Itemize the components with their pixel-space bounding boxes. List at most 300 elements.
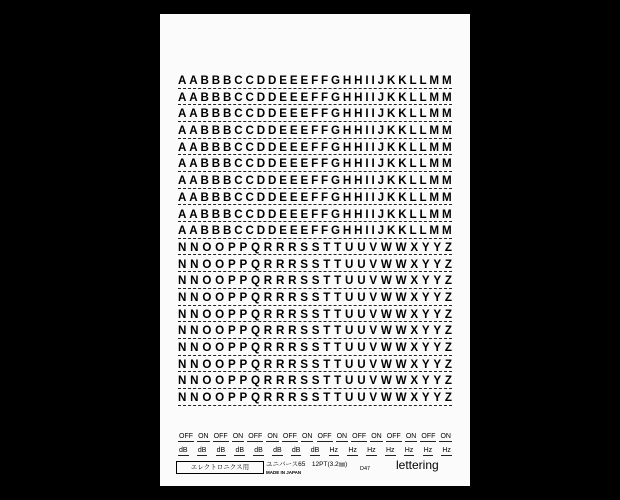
letter-glyph: M <box>441 124 452 138</box>
letter-glyph: C <box>245 140 254 154</box>
a-to-m-row-4 <box>178 124 452 141</box>
unit-label: dB <box>254 447 263 454</box>
letter-glyph: L <box>419 107 427 121</box>
letter-glyph: E <box>289 157 298 171</box>
letter-glyph: P <box>239 240 248 254</box>
letter-glyph: R <box>275 290 285 304</box>
letter-glyph: A <box>189 107 198 121</box>
letter-glyph: Q <box>250 240 260 254</box>
letter-glyph: H <box>354 157 363 171</box>
letter-glyph: S <box>311 290 320 304</box>
letter-glyph: B <box>211 74 221 87</box>
onoff-label: OFF <box>179 433 193 440</box>
letter-glyph: T <box>323 307 331 321</box>
letter-glyph: U <box>357 324 366 338</box>
letter-glyph: W <box>380 240 392 254</box>
letter-glyph: G <box>331 157 341 171</box>
letter-glyph: X <box>410 324 419 338</box>
letter-glyph: V <box>369 290 378 304</box>
letter-glyph: U <box>357 290 366 304</box>
letter-glyph: B <box>211 207 221 221</box>
letter-glyph: J <box>377 140 385 154</box>
letter-glyph: O <box>215 290 225 304</box>
letter-glyph: H <box>354 174 363 188</box>
letter-glyph: W <box>395 290 407 304</box>
letter-glyph: W <box>380 290 392 304</box>
letter-glyph: B <box>211 107 221 121</box>
letter-glyph: B <box>211 174 221 188</box>
letter-glyph: L <box>409 224 417 238</box>
letter-glyph: H <box>342 224 352 238</box>
letter-glyph: S <box>300 240 308 254</box>
letter-glyph: Q <box>250 324 260 338</box>
letter-glyph: M <box>429 74 440 87</box>
letter-glyph: K <box>386 207 396 221</box>
letter-glyph: M <box>429 190 440 204</box>
letter-glyph: N <box>190 240 199 254</box>
letter-glyph: D <box>256 174 266 188</box>
letter-glyph: T <box>334 341 342 354</box>
onoff-label: OFF <box>213 433 228 440</box>
n-to-z-row-1 <box>178 241 452 258</box>
letter-glyph: Y <box>421 290 430 304</box>
letter-glyph: T <box>334 374 342 388</box>
letter-glyph: A <box>189 140 198 154</box>
letter-glyph: L <box>419 90 427 104</box>
letter-glyph: L <box>409 174 417 188</box>
letter-glyph: P <box>239 391 248 405</box>
letter-glyph: Y <box>433 357 442 371</box>
letter-glyph: C <box>245 107 254 121</box>
letter-glyph: R <box>263 274 273 288</box>
letter-glyph: U <box>345 274 354 288</box>
letter-glyph: N <box>190 274 199 288</box>
letter-glyph: G <box>331 90 341 104</box>
letter-glyph: S <box>300 290 308 304</box>
letter-glyph: E <box>279 174 287 188</box>
letter-glyph: D <box>256 107 266 121</box>
letter-glyph: F <box>311 107 319 121</box>
letter-glyph: I <box>371 224 375 238</box>
n-to-z-row-6 <box>178 324 452 341</box>
letter-glyph: H <box>342 124 352 138</box>
letter-glyph: D <box>256 224 266 238</box>
letter-glyph: O <box>215 341 225 354</box>
n-to-z-row-10 <box>178 391 452 408</box>
letter-glyph: W <box>380 274 392 288</box>
letter-glyph: I <box>371 107 375 121</box>
letter-glyph: W <box>395 324 407 338</box>
letter-glyph: W <box>395 240 407 254</box>
letter-glyph: U <box>357 274 366 288</box>
letter-glyph: P <box>227 274 236 288</box>
lettering-sheet <box>160 14 470 486</box>
onoff-label: ON <box>336 433 348 440</box>
onoff-label: ON <box>440 433 451 440</box>
letter-glyph: J <box>377 157 385 171</box>
letter-glyph: E <box>289 224 298 238</box>
letter-glyph: S <box>311 374 320 388</box>
letter-glyph: A <box>189 124 198 138</box>
letter-glyph: J <box>377 174 385 188</box>
letter-glyph: H <box>342 107 352 121</box>
letter-glyph: A <box>189 224 198 238</box>
letter-glyph: B <box>211 224 221 238</box>
letter-glyph: I <box>365 190 369 204</box>
letter-glyph: H <box>342 140 352 154</box>
letter-glyph: S <box>311 391 320 405</box>
letter-glyph: E <box>300 174 309 188</box>
letter-glyph: E <box>300 157 309 171</box>
letter-glyph: D <box>268 90 277 104</box>
letter-glyph: A <box>178 107 187 121</box>
a-to-m-row-3 <box>178 107 452 124</box>
letter-glyph: B <box>200 174 209 188</box>
letter-glyph: L <box>419 174 427 188</box>
letter-glyph: H <box>342 190 352 204</box>
letter-glyph: O <box>202 290 212 304</box>
series-text: ユニバース65 12PT(3.2㎜) <box>266 461 348 468</box>
letter-glyph: T <box>323 374 331 388</box>
letter-glyph: I <box>365 224 369 238</box>
letter-glyph: W <box>380 324 392 338</box>
letter-glyph: B <box>223 190 232 204</box>
letter-glyph: B <box>200 124 209 138</box>
letter-glyph: M <box>429 207 440 221</box>
letter-glyph: F <box>311 140 319 154</box>
letter-glyph: M <box>429 107 440 121</box>
letter-glyph: K <box>398 224 407 238</box>
letter-glyph: I <box>371 90 375 104</box>
letter-glyph: P <box>239 307 248 321</box>
letter-glyph: L <box>409 90 417 104</box>
letter-glyph: D <box>256 207 266 221</box>
letter-glyph: R <box>275 257 285 271</box>
a-to-m-row-6 <box>178 157 452 174</box>
letter-glyph: D <box>268 157 277 171</box>
letter-glyph: O <box>215 240 225 254</box>
letter-glyph: I <box>365 74 369 87</box>
letter-glyph: I <box>371 174 375 188</box>
letter-glyph: E <box>279 157 287 171</box>
letter-glyph: G <box>331 207 341 221</box>
letter-glyph: N <box>190 341 199 354</box>
letter-glyph: S <box>311 357 320 371</box>
letter-glyph: R <box>263 240 273 254</box>
usage-label-box: エレクトロニクス用 <box>176 461 264 474</box>
letter-glyph: R <box>263 357 273 371</box>
letter-glyph: J <box>377 90 385 104</box>
letter-glyph: Y <box>433 290 442 304</box>
letter-glyph: Y <box>433 257 442 271</box>
letter-glyph: P <box>227 324 236 338</box>
letter-glyph: C <box>234 207 243 221</box>
letter-glyph: H <box>342 157 352 171</box>
letter-glyph: A <box>178 90 187 104</box>
letter-glyph: P <box>239 374 248 388</box>
product-code: D47 <box>360 466 371 472</box>
letter-glyph: Y <box>421 374 430 388</box>
letter-glyph: O <box>215 391 225 405</box>
letter-glyph: M <box>441 174 452 188</box>
letter-glyph: R <box>275 240 285 254</box>
letter-glyph: N <box>178 357 187 371</box>
letter-glyph: W <box>395 274 407 288</box>
letter-glyph: D <box>268 140 277 154</box>
letter-glyph: D <box>256 90 266 104</box>
letter-glyph: T <box>334 274 342 288</box>
letter-glyph: W <box>380 374 392 388</box>
letter-glyph: K <box>398 124 407 138</box>
letter-glyph: P <box>227 391 236 405</box>
letter-glyph: W <box>380 357 392 371</box>
letter-glyph: B <box>211 157 221 171</box>
letter-glyph: R <box>275 391 285 405</box>
letter-glyph: Q <box>250 391 260 405</box>
letter-glyph: U <box>345 257 354 271</box>
letter-glyph: Z <box>444 324 452 338</box>
letter-glyph: B <box>223 74 232 87</box>
letter-glyph: I <box>371 190 375 204</box>
letter-glyph: S <box>300 341 308 354</box>
a-to-m-row-5 <box>178 141 452 158</box>
letter-glyph: R <box>288 374 297 388</box>
letter-glyph: K <box>386 174 396 188</box>
letter-glyph: H <box>354 107 363 121</box>
letter-glyph: A <box>178 140 187 154</box>
letter-glyph: R <box>288 391 297 405</box>
letter-glyph: E <box>289 174 298 188</box>
letter-glyph: N <box>190 391 199 405</box>
letter-glyph: B <box>200 90 209 104</box>
letter-glyph: E <box>279 207 287 221</box>
letter-glyph: E <box>300 90 309 104</box>
unit-label: Hz <box>423 447 433 454</box>
letter-glyph: K <box>398 207 407 221</box>
letter-glyph: V <box>369 341 378 354</box>
letter-glyph: X <box>410 274 419 288</box>
letter-glyph: Y <box>433 307 442 321</box>
letter-glyph: C <box>234 107 243 121</box>
letter-glyph: L <box>419 74 427 87</box>
letter-glyph: Y <box>433 341 442 354</box>
letter-glyph: B <box>223 207 232 221</box>
letter-glyph: K <box>398 74 407 87</box>
letter-glyph: T <box>334 257 342 271</box>
letter-glyph: E <box>289 190 298 204</box>
letter-glyph: A <box>178 190 187 204</box>
letter-glyph: O <box>202 324 212 338</box>
letter-glyph: H <box>342 90 352 104</box>
letter-glyph: R <box>263 324 273 338</box>
onoff-label: OFF <box>386 433 401 440</box>
letter-glyph: D <box>268 190 277 204</box>
unit-label: Hz <box>367 447 376 454</box>
letter-glyph: J <box>377 224 385 238</box>
letter-glyph: L <box>409 140 417 154</box>
unit-label: Hz <box>385 447 395 454</box>
unit-label: Hz <box>348 447 357 454</box>
letter-glyph: A <box>178 124 187 138</box>
a-to-m-row-7 <box>178 174 452 191</box>
onoff-label: OFF <box>352 433 367 440</box>
letter-glyph: Z <box>444 341 452 354</box>
letter-glyph: S <box>311 341 320 354</box>
letter-glyph: T <box>323 274 331 288</box>
letter-glyph: O <box>215 274 225 288</box>
letter-glyph: R <box>275 357 285 371</box>
letter-glyph: D <box>268 174 277 188</box>
a-to-m-row-10 <box>178 224 452 241</box>
letter-glyph: A <box>189 74 198 87</box>
letter-glyph: J <box>377 207 385 221</box>
letter-glyph: Z <box>444 257 452 271</box>
letter-glyph: B <box>200 190 209 204</box>
letter-glyph: F <box>321 140 329 154</box>
letter-glyph: E <box>279 107 287 121</box>
letter-glyph: B <box>223 107 232 121</box>
letter-glyph: U <box>357 341 366 354</box>
letter-glyph: C <box>245 90 254 104</box>
letter-glyph: N <box>178 257 187 271</box>
letter-glyph: K <box>398 107 407 121</box>
letter-glyph: D <box>256 190 266 204</box>
unit-label: Hz <box>329 447 339 454</box>
letter-glyph: A <box>189 190 198 204</box>
letter-glyph: Y <box>433 391 442 405</box>
letter-glyph: R <box>275 274 285 288</box>
letter-glyph: U <box>345 357 354 371</box>
letter-glyph: U <box>345 391 354 405</box>
letter-glyph: Z <box>444 357 452 371</box>
letter-glyph: R <box>263 374 273 388</box>
letter-glyph: Y <box>421 324 430 338</box>
letter-glyph: H <box>354 90 363 104</box>
letter-glyph: L <box>419 140 427 154</box>
letter-glyph: I <box>371 124 375 138</box>
letter-glyph: L <box>409 190 417 204</box>
letter-glyph: U <box>345 374 354 388</box>
onoff-label: OFF <box>317 433 332 440</box>
letter-glyph: E <box>300 224 309 238</box>
letter-glyph: R <box>288 307 297 321</box>
letter-glyph: H <box>354 74 363 87</box>
letter-glyph: R <box>288 274 297 288</box>
onoff-label: OFF <box>421 433 436 440</box>
letter-glyph: W <box>395 357 407 371</box>
letter-glyph: P <box>227 240 236 254</box>
letter-glyph: I <box>365 207 369 221</box>
letter-glyph: T <box>334 357 342 371</box>
letter-glyph: Y <box>433 274 442 288</box>
letter-glyph: M <box>441 90 452 104</box>
letter-glyph: Q <box>250 307 260 321</box>
letter-glyph: C <box>245 157 254 171</box>
letter-glyph: L <box>409 157 417 171</box>
letter-glyph: S <box>300 307 308 321</box>
letter-glyph: L <box>409 207 417 221</box>
letter-glyph: C <box>234 90 243 104</box>
letter-glyph: D <box>268 124 277 138</box>
a-to-m-row-2 <box>178 91 452 108</box>
letter-glyph: Z <box>444 274 452 288</box>
letter-glyph: H <box>342 74 352 87</box>
letter-glyph: K <box>386 74 396 87</box>
letter-glyph: E <box>300 207 309 221</box>
letter-glyph: W <box>395 257 407 271</box>
letter-glyph: O <box>202 240 212 254</box>
letter-glyph: H <box>342 174 352 188</box>
letter-glyph: T <box>323 257 331 271</box>
letter-glyph: V <box>369 357 378 371</box>
letter-glyph: E <box>300 74 309 87</box>
letter-glyph: A <box>178 224 187 238</box>
letter-glyph: K <box>398 174 407 188</box>
letter-glyph: Y <box>421 391 430 405</box>
unit-label: dB <box>197 447 207 454</box>
letter-glyph: S <box>300 324 308 338</box>
letter-glyph: O <box>215 374 225 388</box>
letter-glyph: R <box>263 290 273 304</box>
letter-glyph: Z <box>444 391 452 405</box>
letter-glyph: V <box>369 324 378 338</box>
letter-glyph: C <box>234 74 243 87</box>
letter-glyph: H <box>354 124 363 138</box>
letter-glyph: M <box>429 140 440 154</box>
onoff-label: ON <box>301 433 313 440</box>
letter-glyph: O <box>215 357 225 371</box>
letter-glyph: E <box>300 124 309 138</box>
letter-glyph: Y <box>433 240 442 254</box>
letter-glyph: Y <box>433 374 442 388</box>
letter-glyph: F <box>311 174 319 188</box>
letter-glyph: C <box>234 224 243 238</box>
letter-glyph: I <box>365 157 369 171</box>
letter-glyph: W <box>395 391 407 405</box>
letter-glyph: K <box>386 190 396 204</box>
letter-glyph: K <box>386 90 396 104</box>
letter-glyph: U <box>357 307 366 321</box>
letter-glyph: U <box>345 341 354 354</box>
letter-glyph: R <box>288 324 297 338</box>
letter-glyph: N <box>178 240 187 254</box>
letter-glyph: A <box>178 207 187 221</box>
letter-glyph: Y <box>421 257 430 271</box>
letter-glyph: S <box>311 324 320 338</box>
letter-glyph: M <box>429 124 440 138</box>
letter-glyph: V <box>369 257 378 271</box>
letter-glyph: M <box>429 157 440 171</box>
letter-glyph: U <box>357 391 366 405</box>
letter-glyph: B <box>200 107 209 121</box>
letter-glyph: T <box>323 357 331 371</box>
letter-glyph: F <box>321 107 329 121</box>
letter-glyph: N <box>178 274 187 288</box>
letter-glyph: F <box>311 90 319 104</box>
letter-glyph: B <box>200 157 209 171</box>
letter-glyph: E <box>289 107 298 121</box>
letter-glyph: K <box>386 124 396 138</box>
letter-glyph: W <box>380 257 392 271</box>
letter-glyph: Z <box>444 290 452 304</box>
letter-glyph: S <box>300 257 308 271</box>
letter-glyph: E <box>279 74 287 87</box>
onoff-label: OFF <box>282 433 297 440</box>
letter-glyph: M <box>429 90 440 104</box>
letter-glyph: D <box>268 207 277 221</box>
letter-glyph: P <box>227 290 236 304</box>
letter-glyph: U <box>357 374 366 388</box>
